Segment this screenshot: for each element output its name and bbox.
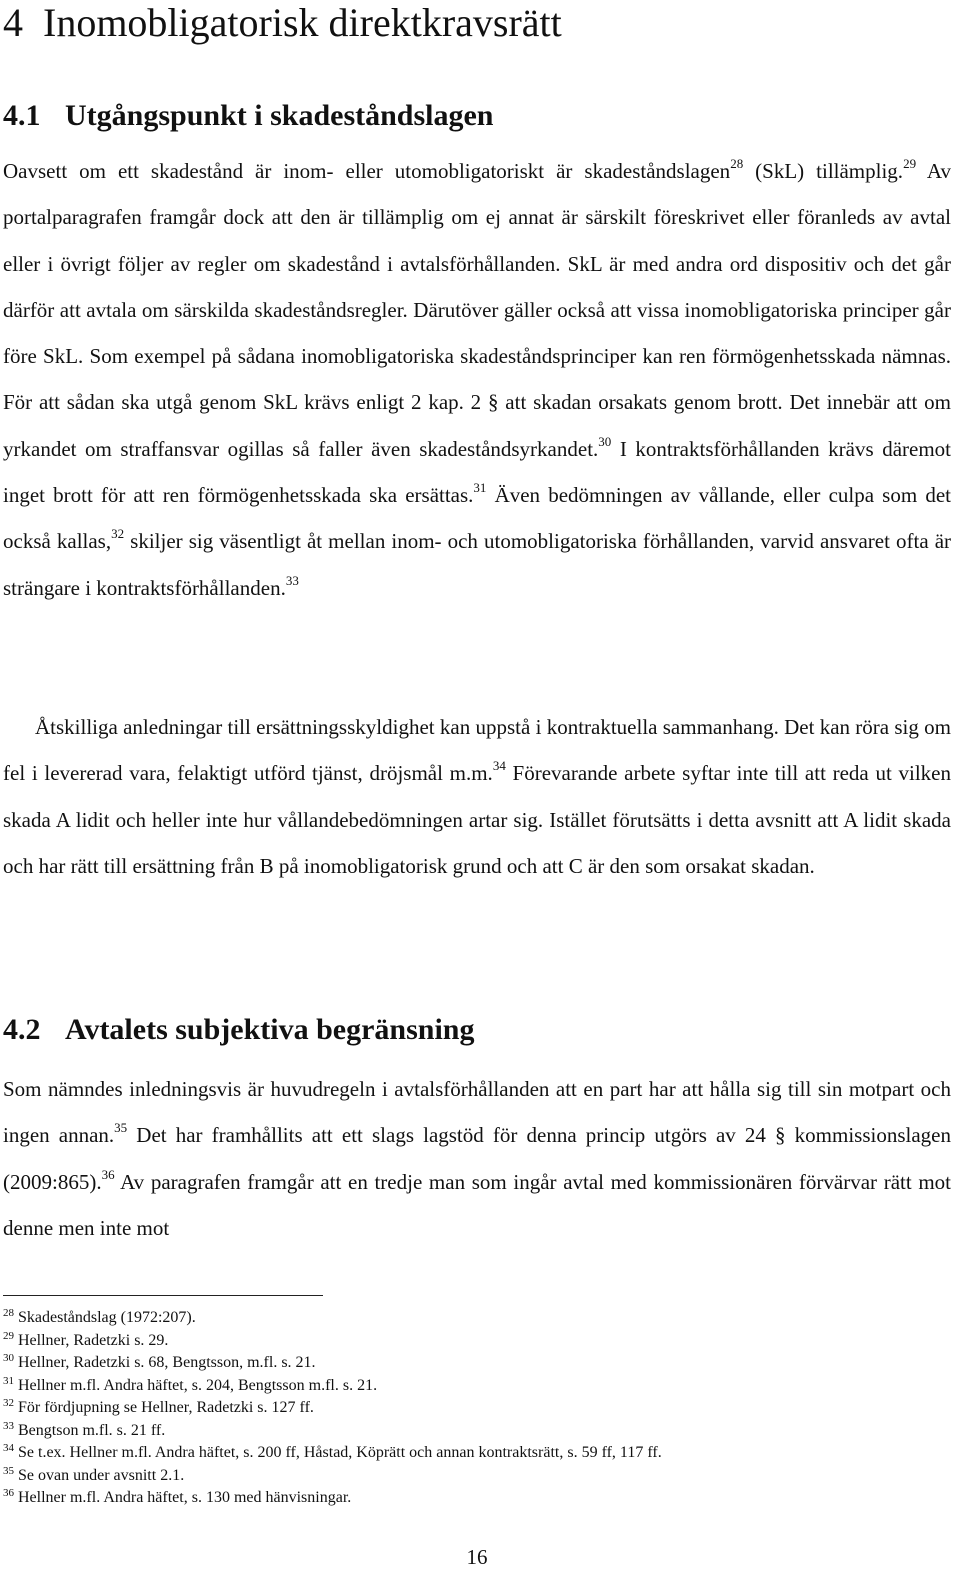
footnote-ref: 35 (114, 1120, 128, 1136)
footnote-text: Hellner, Radetzki s. 68, Bengtsson, m.fl. s. 21. (18, 1354, 316, 1371)
footnote (3, 1420, 951, 1443)
text-run: Det har framhållits att ett slags lagstöd för denna princip utgörs av 24 § kommissionslagen (2009:865). (3, 1123, 951, 1194)
text-run: Av portalparagrafen framgår dock att den är tillämplig om ej annat är särskilt föreskrivet eller föranleds av avtal eller i övrigt följer av regler om skadestånd i avtalsförhållanden. SkL är med andra ord dispositiv och det går därför att avtala om särskilda skadeståndsregler. Därutöver gäller också att vissa inomobligatoriska principer går före SkL. Som exempel på sådana inomobligatoriska skadeståndsprinciper kan ren förmögenhetsskada nämnas. För att sådan ska utgå genom SkL krävs enligt 2 kap. 2 § att skadan orsakats genom brott. Det innebär att om yrkandet om straffansvar ogillas så faller även skadeståndsyrkandet. (3, 159, 951, 461)
footnote (3, 1487, 951, 1510)
footnote (3, 1307, 951, 1330)
footnote (3, 1330, 951, 1353)
footnote-ref: 36 (101, 1166, 115, 1182)
footnote-ref: 28 (730, 156, 744, 171)
paragraph-contract-grounds (3, 704, 951, 889)
chapter-title: Inomobligatorisk direktkravsrätt (43, 0, 562, 45)
footnote-number: 35 (3, 1464, 14, 1477)
text-run: I kontraktsförhållanden krävs däremot inget brott för att ren förmögenhetsskada ska ersättas. (3, 436, 951, 508)
footnote-text: Hellner, Radetzki s. 29. (18, 1331, 169, 1349)
footnote-text: Se ovan under avsnitt 2.1. (18, 1466, 185, 1484)
chapter-number: 4 (3, 0, 23, 45)
section-heading-4-2 (3, 1012, 474, 1048)
footnote (3, 1465, 951, 1488)
paragraph-skl-intro (3, 148, 951, 611)
text-run: (SkL) tillämplig. (743, 159, 904, 183)
text-run: Åtskilliga anledningar till ersättningsskyldighet kan uppstå i kontraktuella sammanhang. Det kan röra sig om fel i levererad vara, felaktigt utförd tjänst, dröjsmål m.m. (3, 715, 951, 786)
section-title: Utgångspunkt i skadeståndslagen (65, 99, 494, 132)
text-run: skiljer sig väsentligt åt mellan inom- och utomobligatoriska förhållanden, varvid ansvaret ofta är strängare i kontraktsförhållanden. (3, 529, 952, 600)
section-number: 4.1 (3, 99, 41, 132)
footnote-number: 33 (3, 1419, 14, 1432)
footnote-number: 31 (3, 1374, 14, 1387)
paragraph-subjective-limit (3, 1066, 951, 1251)
footnote-number: 29 (3, 1329, 14, 1342)
footnote-number: 28 (3, 1307, 14, 1319)
section-heading-4-1 (3, 98, 493, 134)
footnote (3, 1352, 951, 1375)
footnote-ref: 29 (903, 156, 917, 171)
section-title: Avtalets subjektiva begränsning (65, 1013, 475, 1046)
text-run: Förevarande arbete syftar inte till att reda ut vilken skada A lidit och heller inte hur vållandebedömningen artar sig. Istället förutsätts i detta avsnitt att A lidit skada och har rätt till ersättning från B på inomobligatorisk grund och att C är den som orsakat skadan. (3, 761, 951, 878)
text-run: Av paragrafen framgår att en tredje man som ingår avtal med kommissionären förvärvar rätt mot denne men inte mot (3, 1169, 951, 1240)
footnote-ref: 31 (473, 480, 487, 496)
footnote-separator (3, 1295, 323, 1296)
footnote-number: 34 (3, 1442, 14, 1454)
footnote-text: Skadeståndslag (1972:207). (18, 1309, 196, 1326)
footnote-number: 32 (3, 1397, 14, 1409)
footnote-text: Hellner m.fl. Andra häftet, s. 130 med hänvisningar. (18, 1489, 352, 1506)
section-number: 4.2 (3, 1013, 41, 1046)
footnote-ref: 34 (492, 758, 506, 774)
footnote (3, 1375, 951, 1398)
text-run: Även bedömningen av vållande, eller culpa som det också kallas, (3, 483, 951, 554)
footnote-ref: 30 (598, 433, 612, 449)
footnote-number: 36 (3, 1487, 14, 1499)
footnote-text: För fördjupning se Hellner, Radetzki s. 127 ff. (18, 1399, 314, 1416)
footnote-text: Se t.ex. Hellner m.fl. Andra häftet, s. 200 ff, Håstad, Köprätt och annan kontraktsrätt, s. 59 ff, 117 ff. (18, 1444, 662, 1461)
footnote (3, 1397, 951, 1420)
footnote-text: Bengtson m.fl. s. 21 ff. (18, 1421, 166, 1439)
footnote-ref: 33 (285, 572, 299, 588)
footnotes-list (3, 1307, 951, 1510)
page-number: 16 (466, 1545, 488, 1569)
footnote-text: Hellner m.fl. Andra häftet, s. 204, Bengtsson m.fl. s. 21. (18, 1376, 378, 1394)
footnote (3, 1442, 951, 1465)
chapter-heading (3, 0, 562, 46)
footnote-number: 30 (3, 1352, 14, 1364)
footnote-ref: 32 (111, 526, 125, 542)
text-run: Oavsett om ett skadestånd är inom- eller utomobligatoriskt är skadeståndslagen (3, 159, 731, 183)
text-run: Som nämndes inledningsvis är huvudregeln i avtalsförhållanden att en part har att hålla sig till sin motpart och ingen annan. (3, 1077, 951, 1148)
